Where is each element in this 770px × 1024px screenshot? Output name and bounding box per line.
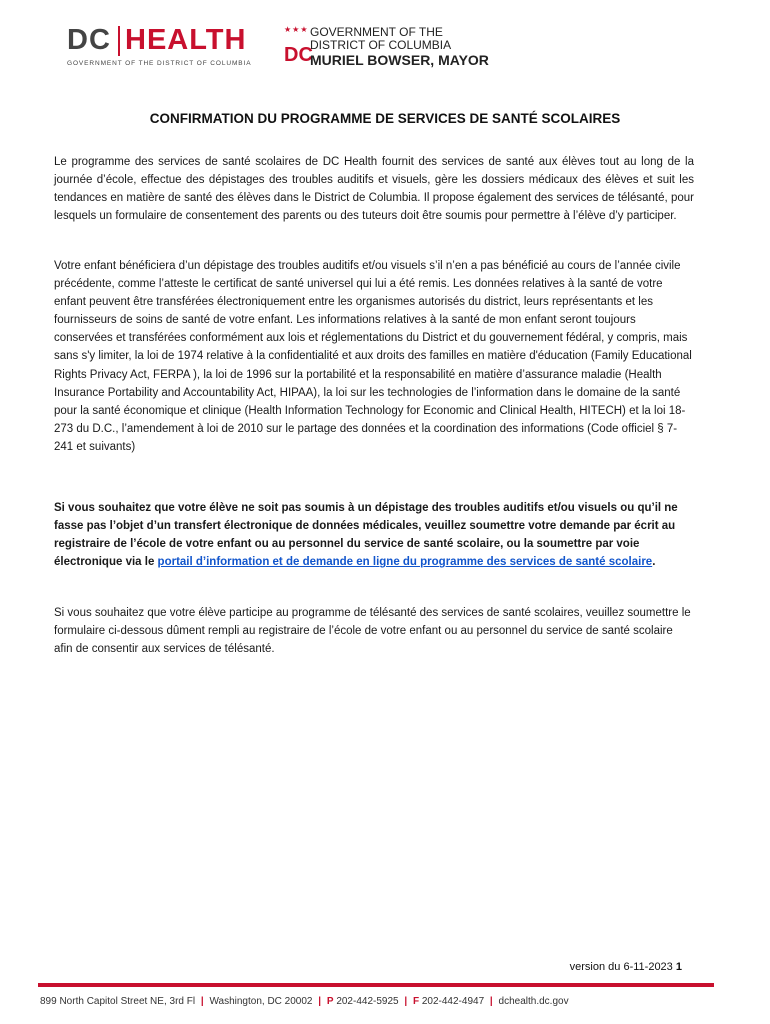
footer-phone: 202-442-5925: [336, 996, 399, 1007]
dc-health-logo-dc: DC: [67, 24, 111, 56]
footer-divider: [38, 983, 714, 987]
online-portal-link[interactable]: portail d’information et de demande en ligne du programme des services de santé scolaire: [157, 556, 653, 569]
dc-health-logo-subtitle: GOVERNMENT OF THE DISTRICT OF COLUMBIA: [67, 60, 252, 67]
version-date: version du 6-11-2023: [569, 961, 673, 973]
footer-separator: |: [318, 996, 322, 1007]
page-title: CONFIRMATION DU PROGRAMME DE SERVICES DE SANTÉ SCOLAIRES: [149, 111, 621, 126]
version-label: [570, 961, 682, 973]
page-footer: [40, 996, 569, 1007]
footer-fax: 202-442-4947: [421, 996, 485, 1007]
government-line-2: DISTRICT OF COLUMBIA: [310, 38, 452, 52]
footer-website[interactable]: dchealth.dc.gov: [498, 996, 569, 1007]
footer-address: 899 North Capitol Street NE, 3rd Fl: [40, 996, 196, 1007]
screening-paragraph: Votre enfant bénéficiera d’un dépistage des troubles auditifs et/ou visuels s’il n’en a pas bénéficié au cours de l’année civile précédente, comme l’atteste le certificat de santé universel qui lui a été remis. Les données relatives à la santé de votre enfant peuvent être transférées électroniquement entre les organismes autorisés du district, leurs représentants et les fournisseurs de soins de santé de votre enfant. Les informations relatives à la santé de mon enfant seront toujours conservées et transférées conformément aux lois et réglementations du District et du gouvernement fédéral, y compris, mais sans s'y limiter, la loi de 1974 relative à la confidentialité et aux droits des familles en matière d'éducation (Family Educational Rights Privacy Act, FERPA ), la loi de 1996 sur la portabilité et la responsabilité en matière d’assurance maladie (Health Insurance Portability and Accountability Act, HIPAA), la loi sur les technologies de l’information dans le domaine de la santé pour la santé économique et clinique (Health Information Technology for Economic and Clinical Health, HITECH) et la loi 18-273 du D.C., l’amendement à loi de 2010 sur le partage des données et la coordination des informations (Code officiel § 7-241 et suivants): [54, 260, 692, 453]
dc-health-logo: [67, 24, 252, 74]
dc-flag-stars-icon: ★★★: [284, 25, 309, 34]
dc-health-logo-divider: [118, 26, 120, 56]
dc-government-logo-dc: DC: [284, 44, 313, 66]
phone-label: P: [326, 996, 334, 1007]
fax-label: F: [412, 996, 420, 1007]
dc-health-logo-health: HEALTH: [125, 24, 247, 56]
telehealth-paragraph: Si vous souhaitez que votre élève participe au programme de télésanté des services de santé scolaires, veuillez soumettre le formulaire ci-dessous dûment rempli au registraire de l’école de votre enfant ou au personnel du service de santé scolaire afin de consentir aux services de télésanté.: [54, 607, 691, 656]
page-header: [0, 0, 770, 80]
footer-separator: |: [404, 996, 408, 1007]
intro-paragraph: Le programme des services de santé scolaires de DC Health fournit des services de santé aux élèves tout au long de la journée d’école, effectue des dépistages des troubles auditifs et visuels, gère les dossiers médicaux des élèves et suit les tendances en matière de santé des élèves dans le District de Columbia. Il propose également des services de télésanté, pour lesquels un formulaire de consentement des parents ou des tuteurs doit être soumis pour permettre à l’élève d’y participer.: [54, 156, 694, 223]
opt-out-text: Si vous souhaitez que votre élève ne soit pas soumis à un dépistage des troubles auditifs et/ou visuels ou qu’il ne fasse pas l’objet d’un transfert électronique de données médicales, veuillez soumettre votre demande par écrit au registraire de l’école de votre enfant ou au personnel du service de santé scolaire, ou la soumettre par voie électronique via le: [54, 502, 678, 569]
footer-separator: |: [200, 996, 204, 1007]
opt-out-paragraph: [54, 499, 694, 571]
government-line-1: GOVERNMENT OF THE: [310, 25, 443, 39]
footer-city: Washington, DC 20002: [209, 996, 313, 1007]
footer-separator: |: [489, 996, 493, 1007]
page-number: 1: [675, 961, 682, 973]
opt-out-period: .: [652, 556, 656, 569]
mayor-name: MURIEL BOWSER, MAYOR: [310, 52, 489, 68]
dc-government-logo: [284, 26, 494, 70]
